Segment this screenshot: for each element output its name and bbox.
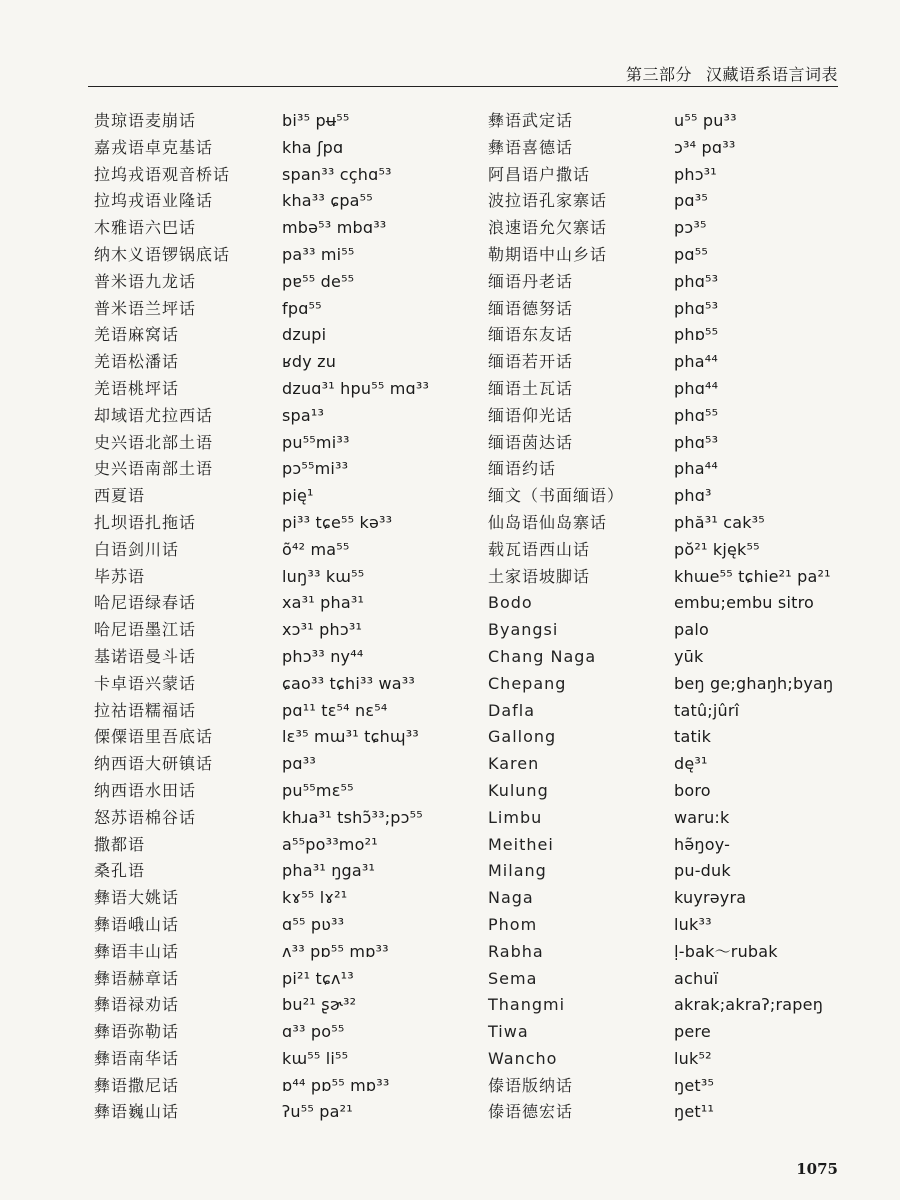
word-entry <box>94 162 474 189</box>
language-name: Tiwa <box>488 1022 529 1042</box>
language-name: Milang <box>488 861 547 881</box>
language-name: 阿昌语户撒话 <box>488 164 591 184</box>
left-column <box>94 108 474 1126</box>
word-entry <box>488 322 858 349</box>
language-name: 哈尼语墨江话 <box>94 620 197 640</box>
word-entry <box>488 456 858 483</box>
word-entry <box>488 135 858 162</box>
word-form: achuï <box>674 968 719 988</box>
word-form: ḷ-bak～rubak <box>674 941 778 961</box>
word-entry <box>94 403 474 430</box>
word-form: ɑ⁵⁵ pʋ³³ <box>282 914 345 934</box>
language-name: 彝语弥勒话 <box>94 1022 180 1042</box>
language-name: 彝语喜德话 <box>488 137 574 157</box>
word-form: yūk <box>674 646 704 666</box>
language-name: 缅语茵达话 <box>488 432 574 452</box>
word-entry <box>94 108 474 135</box>
part-label: 第三部分 <box>625 65 692 84</box>
word-entry <box>94 215 474 242</box>
language-name: 纳木义语锣锅底话 <box>94 244 231 264</box>
word-entry <box>488 1046 858 1073</box>
word-form: pɔ³⁵ <box>674 218 707 238</box>
word-form: phă³¹ cak³⁵ <box>674 512 765 532</box>
word-form: khɯe⁵⁵ tɕhie²¹ pa²¹ <box>674 566 831 586</box>
word-form: pŏ²¹ kjęk⁵⁵ <box>674 539 760 559</box>
word-entry <box>488 376 858 403</box>
word-form: bu²¹ ʂɚ³² <box>282 995 357 1015</box>
word-form: phɑ⁵⁵ <box>674 405 719 425</box>
language-name: 波拉语孔家寨话 <box>488 191 608 211</box>
word-form: u⁵⁵ pu³³ <box>674 111 737 130</box>
word-form: akrak;akraʔ;rapeŋ <box>674 995 824 1015</box>
language-name: 西夏语 <box>94 486 146 506</box>
word-form: kha ʃpɑ <box>282 137 344 157</box>
language-name: 卡卓语兴蒙话 <box>94 673 197 693</box>
language-name: 扎坝语扎拖话 <box>94 512 197 532</box>
word-form: pha⁴⁴ <box>674 352 718 372</box>
word-form: phɑ⁵³ <box>674 271 719 291</box>
word-entry <box>94 269 474 296</box>
word-entry <box>488 430 858 457</box>
word-form: xa³¹ pha³¹ <box>282 593 365 613</box>
language-name: 拉祜语糯福话 <box>94 700 197 720</box>
word-form: pɐ⁵⁵ de⁵⁵ <box>282 271 355 291</box>
language-name: 羌语桃坪话 <box>94 378 180 398</box>
word-form: ɑ³³ po⁵⁵ <box>282 1022 345 1042</box>
word-entry <box>488 108 858 135</box>
word-entry <box>488 724 858 751</box>
word-form: phɑ⁴⁴ <box>674 378 719 398</box>
word-entry <box>488 1019 858 1046</box>
word-form: waru:k <box>674 807 730 827</box>
word-form: pha⁴⁴ <box>674 459 718 479</box>
section-title: 汉藏语系语言词表 <box>705 65 838 84</box>
word-entry <box>488 805 858 832</box>
language-name: 彝语南华话 <box>94 1048 180 1068</box>
word-form: phɔ³¹ <box>674 164 717 184</box>
language-name: 彝语赫章话 <box>94 968 180 988</box>
language-name: 土家语坡脚话 <box>488 566 591 586</box>
word-entry <box>488 590 858 617</box>
word-entry <box>488 832 858 859</box>
word-form: phɒ⁵⁵ <box>674 325 719 345</box>
word-form: ŋet³⁵ <box>674 1075 715 1095</box>
language-name: 怒苏语棉谷话 <box>94 807 197 827</box>
word-entry <box>94 537 474 564</box>
language-name: 傣语版纳话 <box>488 1075 574 1095</box>
language-name: 拉坞戎语观音桥话 <box>94 164 231 184</box>
word-form: pɑ¹¹ tɛ⁵⁴ nɛ⁵⁴ <box>282 700 388 720</box>
word-form: pu-duk <box>674 861 731 881</box>
word-entry <box>94 135 474 162</box>
word-entry <box>94 483 474 510</box>
page-number: 1075 <box>796 1160 838 1178</box>
language-name: 却域语尤拉西话 <box>94 405 214 425</box>
word-entry <box>94 805 474 832</box>
word-form: pa³³ mi⁵⁵ <box>282 244 355 264</box>
word-entry <box>488 162 858 189</box>
language-name: 史兴语南部土语 <box>94 459 214 479</box>
word-form: luŋ³³ kɯ⁵⁵ <box>282 566 365 586</box>
word-entry <box>94 1046 474 1073</box>
word-entry <box>488 242 858 269</box>
word-entry <box>488 751 858 778</box>
language-name: Kulung <box>488 780 549 800</box>
word-entry <box>94 510 474 537</box>
word-entry <box>488 269 858 296</box>
word-form: pɑ³³ <box>282 754 316 774</box>
language-name: 羌语麻窝话 <box>94 325 180 345</box>
word-form: pɑ⁵⁵ <box>674 244 708 264</box>
word-entry <box>94 430 474 457</box>
word-form: pi³³ tɕe⁵⁵ kə³³ <box>282 512 393 532</box>
word-form: pha³¹ ŋga³¹ <box>282 861 376 881</box>
word-entry <box>94 698 474 725</box>
word-entry <box>94 912 474 939</box>
word-entry <box>94 671 474 698</box>
language-name: 拉坞戎语业隆话 <box>94 191 214 211</box>
word-entry <box>488 296 858 323</box>
word-entry <box>94 456 474 483</box>
language-name: Chang Naga <box>488 646 597 666</box>
word-entry <box>488 966 858 993</box>
word-entry <box>94 992 474 1019</box>
word-form: pere <box>674 1022 711 1042</box>
language-name: Chepang <box>488 673 567 693</box>
word-form: phɑ⁵³ <box>674 298 719 318</box>
language-name: 彝语巍山话 <box>94 1102 180 1122</box>
word-entry <box>488 778 858 805</box>
word-entry <box>94 1099 474 1126</box>
language-name: 载瓦语西山话 <box>488 539 591 559</box>
word-form: tatik <box>674 727 712 747</box>
word-entry <box>94 778 474 805</box>
word-form: palo <box>674 620 709 640</box>
word-entry <box>488 188 858 215</box>
running-head <box>626 62 838 85</box>
word-entry <box>488 349 858 376</box>
language-name: Thangmi <box>488 995 566 1015</box>
word-form: embu;embu sitro <box>674 593 814 613</box>
word-form: span³³ cçhɑ⁵³ <box>282 164 392 184</box>
word-form: pɔ⁵⁵mi³³ <box>282 459 349 479</box>
language-name: 彝语峨山话 <box>94 914 180 934</box>
word-form: dzuɑ³¹ hpu⁵⁵ mɑ³³ <box>282 378 430 398</box>
word-entry <box>488 617 858 644</box>
word-entry <box>94 1073 474 1100</box>
word-form: kha³³ ɕpa⁵⁵ <box>282 191 373 211</box>
language-name: 基诺语曼斗话 <box>94 646 197 666</box>
word-form: kɤ⁵⁵ lɤ²¹ <box>282 888 348 908</box>
word-entry <box>488 510 858 537</box>
language-name: 贵琼语麦崩话 <box>94 111 197 130</box>
word-entry <box>94 885 474 912</box>
language-name: 缅文（书面缅语） <box>488 486 625 506</box>
language-name: Sema <box>488 968 538 988</box>
language-name: 缅语约话 <box>488 459 557 479</box>
word-form: pię¹ <box>282 486 314 506</box>
word-form: ʔu⁵⁵ pa²¹ <box>282 1102 353 1122</box>
word-entry <box>94 724 474 751</box>
language-name: 彝语丰山话 <box>94 941 180 961</box>
word-entry <box>94 644 474 671</box>
word-entry <box>94 564 474 591</box>
language-name: Phom <box>488 914 538 934</box>
language-name: 浪速语允欠寨话 <box>488 218 608 238</box>
language-name: 羌语松潘话 <box>94 352 180 372</box>
word-entry <box>94 966 474 993</box>
word-form: dę³¹ <box>674 754 708 774</box>
language-name: 彝语禄劝话 <box>94 995 180 1015</box>
language-name: Meithei <box>488 834 554 854</box>
language-name: Byangsi <box>488 620 559 640</box>
word-entry <box>94 590 474 617</box>
word-entry <box>94 376 474 403</box>
language-name: 普米语九龙话 <box>94 271 197 291</box>
language-name: 缅语丹老话 <box>488 271 574 291</box>
word-entry <box>94 322 474 349</box>
language-name: 缅语若开话 <box>488 352 574 372</box>
word-form: ɒ⁴⁴ pɒ⁵⁵ mɒ³³ <box>282 1075 390 1095</box>
word-form: õ⁴² ma⁵⁵ <box>282 539 350 559</box>
language-name: 嘉戎语卓克基话 <box>94 137 214 157</box>
word-entry <box>94 349 474 376</box>
word-entry <box>488 1073 858 1100</box>
word-entry <box>488 992 858 1019</box>
word-form: beŋ ge;ghaŋh;byaŋ <box>674 673 834 693</box>
word-entry <box>488 885 858 912</box>
word-entry <box>94 242 474 269</box>
language-name: Naga <box>488 888 534 908</box>
language-name: 纳西语水田话 <box>94 780 197 800</box>
word-form: pu⁵⁵mi³³ <box>282 432 350 452</box>
word-form: khɹa³¹ tshɔ̃³³;pɔ⁵⁵ <box>282 807 423 827</box>
word-form: bi³⁵ pʉ⁵⁵ <box>282 111 350 130</box>
language-name: 缅语东友话 <box>488 325 574 345</box>
language-name: 桑孔语 <box>94 861 146 881</box>
language-name: 勒期语中山乡话 <box>488 244 608 264</box>
word-form: dzupi <box>282 325 327 345</box>
word-entry <box>94 858 474 885</box>
language-name: Gallong <box>488 727 557 747</box>
language-name: 白语剑川话 <box>94 539 180 559</box>
word-entry <box>488 403 858 430</box>
right-column <box>488 108 858 1126</box>
word-form: phɑ³ <box>674 486 712 506</box>
language-name: Bodo <box>488 593 533 613</box>
word-form: phɔ³³ ny⁴⁴ <box>282 646 364 666</box>
word-form: hə̃ŋoy- <box>674 834 731 854</box>
word-entry <box>488 939 858 966</box>
word-entry <box>488 483 858 510</box>
language-name: 木雅语六巴话 <box>94 218 197 238</box>
word-entry <box>94 832 474 859</box>
language-name: Wancho <box>488 1048 558 1068</box>
language-name: Dafla <box>488 700 536 720</box>
language-name: Rabha <box>488 941 544 961</box>
language-name: 纳西语大研镇话 <box>94 754 214 774</box>
language-name: 史兴语北部土语 <box>94 432 214 452</box>
word-form: phɑ⁵³ <box>674 432 719 452</box>
word-form: ɔ³⁴ pɑ³³ <box>674 137 736 157</box>
word-form: a⁵⁵po³³mo²¹ <box>282 834 378 854</box>
word-form: xɔ³¹ phɔ³¹ <box>282 620 363 640</box>
word-form: pi²¹ tɕʌ¹³ <box>282 968 354 988</box>
word-form: pu⁵⁵mɛ⁵⁵ <box>282 780 354 800</box>
language-name: 缅语仰光话 <box>488 405 574 425</box>
language-name: 缅语德努话 <box>488 298 574 318</box>
word-entry <box>488 1099 858 1126</box>
word-form: ʌ³³ pɒ⁵⁵ mɒ³³ <box>282 941 389 961</box>
word-form: kuyrəyra <box>674 888 747 908</box>
word-entry <box>488 698 858 725</box>
word-entry <box>94 296 474 323</box>
word-form: pɑ³⁵ <box>674 191 708 211</box>
word-form: fpɑ⁵⁵ <box>282 298 322 318</box>
word-entry <box>94 617 474 644</box>
language-name: 仙岛语仙岛寨话 <box>488 512 608 532</box>
language-name: Limbu <box>488 807 543 827</box>
word-entry <box>488 215 858 242</box>
language-name: 彝语撒尼话 <box>94 1075 180 1095</box>
language-name: 缅语土瓦话 <box>488 378 574 398</box>
language-name: 撒都语 <box>94 834 146 854</box>
language-name: 彝语武定话 <box>488 111 574 130</box>
header-rule <box>88 86 838 87</box>
word-form: luk⁵² <box>674 1048 712 1068</box>
word-entry <box>488 912 858 939</box>
language-name: 彝语大姚话 <box>94 888 180 908</box>
word-entry <box>94 188 474 215</box>
language-name: 傈僳语里吾底话 <box>94 727 214 747</box>
word-form: ŋet¹¹ <box>674 1102 715 1122</box>
word-entry <box>488 858 858 885</box>
word-form: ʁdy zu <box>282 352 337 372</box>
word-form: mbə⁵³ mbɑ³³ <box>282 218 387 238</box>
word-form: spa¹³ <box>282 405 325 425</box>
word-form: ɕao³³ tɕhi³³ wa³³ <box>282 673 415 693</box>
word-form: boro <box>674 780 711 800</box>
language-name: 毕苏语 <box>94 566 146 586</box>
word-form: lɛ³⁵ mɯ³¹ tɕhɰ³³ <box>282 727 419 747</box>
language-name: 傣语德宏话 <box>488 1102 574 1122</box>
word-entry <box>94 939 474 966</box>
word-form: luk³³ <box>674 914 712 934</box>
word-entry <box>488 644 858 671</box>
word-entry <box>488 671 858 698</box>
word-entry <box>488 564 858 591</box>
language-name: 哈尼语绿春话 <box>94 593 197 613</box>
language-name: Karen <box>488 754 540 774</box>
language-name: 普米语兰坪话 <box>94 298 197 318</box>
word-entry <box>488 537 858 564</box>
word-entry <box>94 751 474 778</box>
word-form: kɯ⁵⁵ li⁵⁵ <box>282 1048 349 1068</box>
word-form: tatû;jûrî <box>674 700 740 720</box>
word-entry <box>94 1019 474 1046</box>
